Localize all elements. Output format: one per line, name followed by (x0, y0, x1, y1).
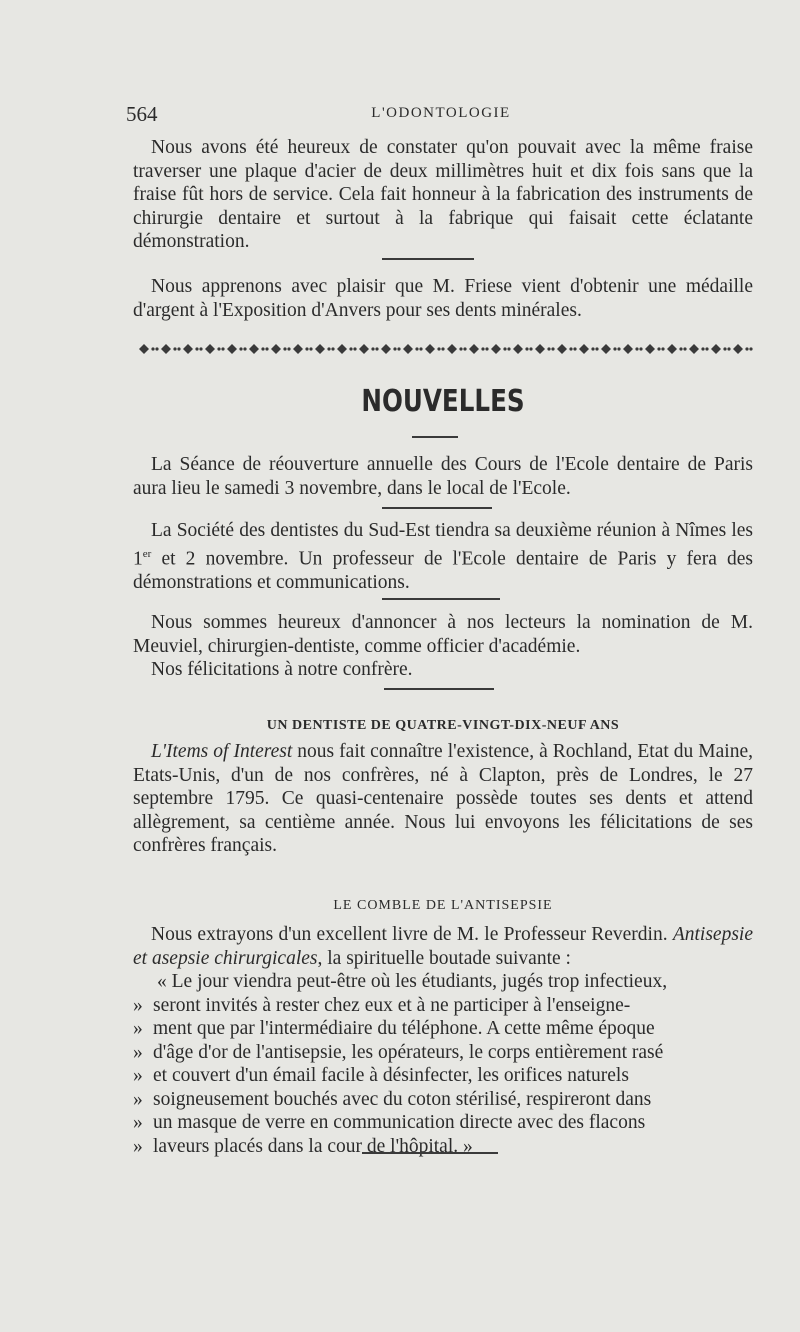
ornament-diamond (645, 344, 655, 354)
quote-line: » seront invités à rester chez eux et à ne participer à l'enseigne- (133, 994, 631, 1016)
ornament-diamond (447, 344, 457, 354)
ornament-diamond (183, 344, 193, 354)
ornament-dot (309, 347, 312, 350)
title-underline (412, 436, 458, 438)
ornament-diamond (227, 344, 237, 354)
ornament-diamond (293, 344, 303, 354)
quote-block (133, 970, 753, 1158)
news-item-1-text: La Séance de réouverture annuelle des Cours de l'Ecole dentaire de Paris aura lieu le samedi 3 novembre, dans le local de l'Ecole. (133, 454, 753, 499)
antisepsie-heading: LE COMBLE DE L'ANTISEPSIE (333, 898, 553, 913)
page-header (126, 102, 756, 130)
intro-paragraph-2: Nous apprenons avec plaisir que M. Friese vient d'obtenir une médaille d'argent à l'Exposition d'Anvers pour ses dents minérales. (133, 276, 753, 321)
end-rule (362, 1152, 498, 1154)
ornament-dot (265, 347, 268, 350)
ornament-dot (617, 347, 620, 350)
ornament-diamond (403, 344, 413, 354)
ornament-dot (283, 347, 286, 350)
ornament-dot (331, 347, 334, 350)
news-item-3 (133, 611, 753, 682)
quote-line: » laveurs placés dans la cour de l'hôpital. » (133, 1135, 473, 1157)
ornament-dot (661, 347, 664, 350)
news-item-2-text: La Société des dentistes du Sud-Est tiendra sa deuxième réunion à Nîmes les 1er et 2 novembre. Un professeur de l'Ecole dentaire de Paris y fera des démonstrations et communications. (133, 520, 753, 593)
ornament-diamond (601, 344, 611, 354)
quote-line: » ment que par l'intermédiaire du téléphone. A cette même époque (133, 1018, 655, 1039)
ornament-dot (217, 347, 220, 350)
ornament-dot (723, 347, 726, 350)
ornament-dot (507, 347, 510, 350)
ornament-dot (459, 347, 462, 350)
ornament-dot (349, 347, 352, 350)
quote-line: « Le jour viendra peut-être où les étudiants, jugés trop infectieux, (157, 971, 668, 992)
separator-rule (384, 688, 494, 690)
ornament-dot (155, 347, 158, 350)
ornament-dot (679, 347, 682, 350)
dentiste-section (133, 740, 753, 858)
ornament-diamond (535, 344, 545, 354)
news-item-3-closing: Nos félicitations à notre confrère. (151, 659, 413, 680)
ornament-diamond (161, 344, 171, 354)
quote-line: » un masque de verre en communication directe avec des flacons (133, 1112, 646, 1133)
ornament-dot (437, 347, 440, 350)
ornament-diamond (381, 344, 391, 354)
ornament-dot (353, 347, 356, 350)
ornament-dot (481, 347, 484, 350)
journal-title: L'Items of Interest (151, 741, 293, 762)
ornament-diamond (337, 344, 347, 354)
ornament-dot (173, 347, 176, 350)
ornament-diamond (557, 344, 567, 354)
ornament-diamond (491, 344, 501, 354)
ornament-dot (683, 347, 686, 350)
ornament-dot (745, 347, 748, 350)
ornament-diamond (689, 344, 699, 354)
news-item-2 (133, 519, 753, 594)
ornament-dot (393, 347, 396, 350)
running-title: L'ODONTOLOGIE (371, 105, 511, 121)
ornament-dot (657, 347, 660, 350)
ornament-dot (547, 347, 550, 350)
ornament-dot (525, 347, 528, 350)
intro-paragraph-1: Nous avons été heureux de constater qu'on pouvait avec la même fraise traverser une plaque d'acier de deux millimètres huit et dix fois sans que la fraise fût hors de service. Cela fait honneur à la fabrication des instruments de chirurgie dentaire et surtout à la fabrique qui faisait cette éclatante démonstration. (133, 137, 753, 252)
ornament-dot (177, 347, 180, 350)
ornament-diamond (513, 344, 523, 354)
quote-line: » d'âge d'or de l'antisepsie, les opérateurs, le corps entièrement rasé (133, 1041, 664, 1063)
ornament-dot (419, 347, 422, 350)
ornament-diamond (623, 344, 633, 354)
quote-line: » soigneusement bouchés avec du coton stérilisé, respireront dans (133, 1088, 652, 1110)
ornament-dot (591, 347, 594, 350)
ornament-dot (573, 347, 576, 350)
ornament-dot (375, 347, 378, 350)
ornament-diamond (359, 344, 369, 354)
ornament-dot (749, 347, 752, 350)
ornament-dot (727, 347, 730, 350)
book-title: Antisepsie et asepsie chirurgicales (133, 924, 753, 969)
page-number: 564 (126, 102, 158, 126)
ornament-dot (441, 347, 444, 350)
ornament-diamond (425, 344, 435, 354)
ornament-diamond (579, 344, 589, 354)
dentiste-text: L'Items of Interest nous fait connaître l'existence, à Rochland, Etat du Maine, Etats-Unis, d'un de nos confrères, né à Clapton, près de Londres, le 27 septembre 1795. Ce quasi-centenaire possède toutes ses dents et attend allègrement, sa centième année. Nous lui envoyons les félicitations de ses confrères français. (133, 741, 753, 856)
ornament-diamond (733, 344, 743, 354)
antisepsie-section (133, 923, 753, 1158)
separator-rule (382, 507, 492, 509)
ornament-diamond (205, 344, 215, 354)
ornament-diamond (711, 344, 721, 354)
ornament-dot (551, 347, 554, 350)
intro-section (133, 136, 753, 254)
ornament-dot (151, 347, 154, 350)
ornament-dot (305, 347, 308, 350)
ornament-diamond (469, 344, 479, 354)
ornament-dot (701, 347, 704, 350)
ornament-dot (595, 347, 598, 350)
dentiste-heading: UN DENTISTE DE QUATRE-VINGT-DIX-NEUF ANS (266, 718, 620, 733)
ornament-diamond (139, 344, 149, 354)
ornament-diamond (271, 344, 281, 354)
ornament-dot (287, 347, 290, 350)
antisepsie-intro: Nous extrayons d'un excellent livre de M. le Professeur Reverdin. Antisepsie et asepsie chirurgicales, la spirituelle boutade suivante : (133, 924, 753, 969)
ornament-dot (415, 347, 418, 350)
ornament-dot (221, 347, 224, 350)
ornament-dot (463, 347, 466, 350)
ornament-dot (327, 347, 330, 350)
ornament-dot (705, 347, 708, 350)
quote-line: » et couvert d'un émail facile à désinfecter, les orifices naturels (133, 1065, 629, 1086)
ornament-dot (371, 347, 374, 350)
news-item-3-text: Nous sommes heureux d'annoncer à nos lecteurs la nomination de M. Meuviel, chirurgien-dentiste, comme officier d'académie. (133, 612, 753, 657)
ornament-dot (397, 347, 400, 350)
ornament-diamond (315, 344, 325, 354)
ornament-divider (133, 340, 753, 358)
ornament-dot (529, 347, 532, 350)
intro-section-2 (133, 275, 753, 322)
ornament-dot (199, 347, 202, 350)
ornament-dot (503, 347, 506, 350)
ornament-dot (239, 347, 242, 350)
ornament-dot (613, 347, 616, 350)
ornament-dot (261, 347, 264, 350)
ornament-dot (195, 347, 198, 350)
ornament-diamond (667, 344, 677, 354)
ornament-dot (485, 347, 488, 350)
news-item-1 (133, 453, 753, 500)
ornament-dot (569, 347, 572, 350)
ornament-dot (639, 347, 642, 350)
ornament-dot (243, 347, 246, 350)
separator-rule (382, 258, 474, 260)
ornament-diamond (249, 344, 259, 354)
ornament-dot (635, 347, 638, 350)
separator-rule (382, 598, 500, 600)
section-title: NOUVELLES (361, 384, 525, 419)
